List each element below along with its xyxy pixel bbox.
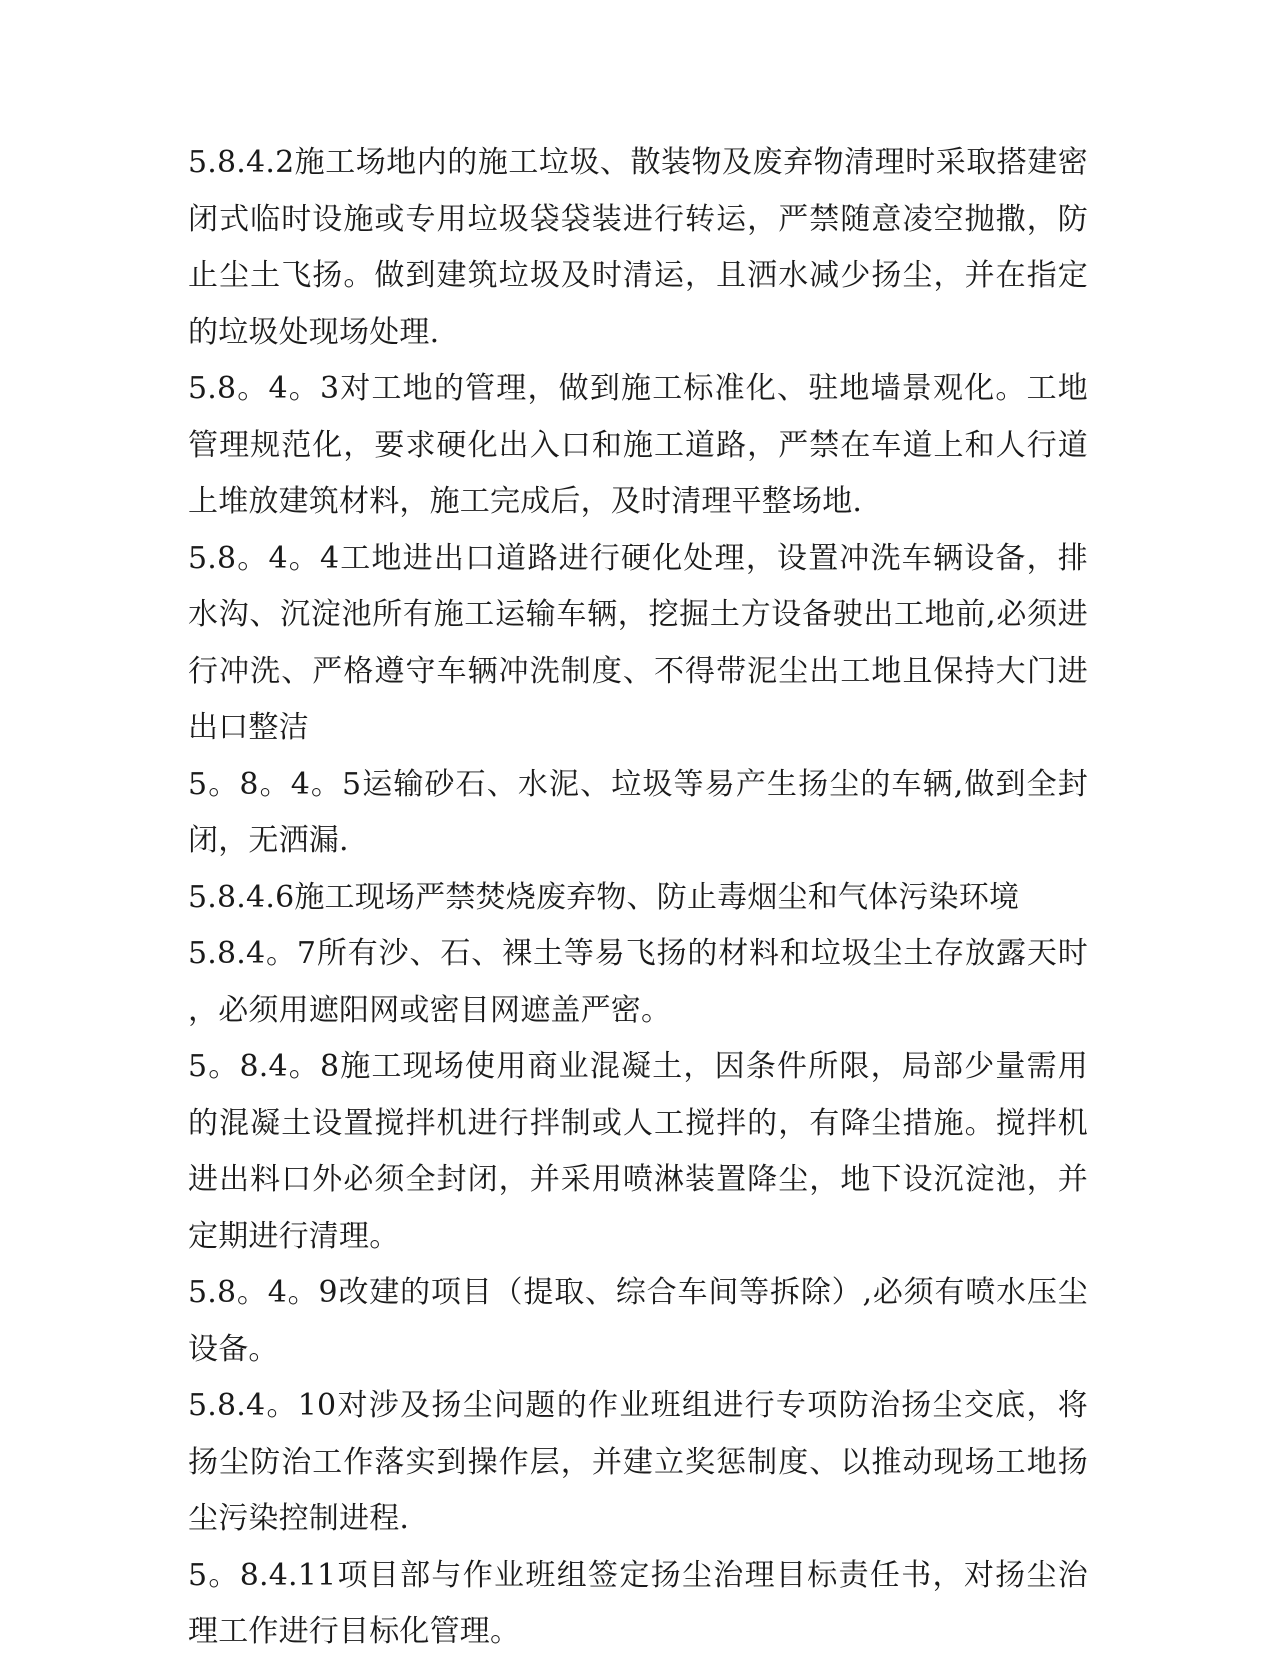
paragraph-5-8-4-9: 5.8。4。9改建的项目（提取、综合车间等拆除）,必须有喷水压尘设备。 [188,1275,1088,1367]
document-body [188,135,1088,1661]
paragraph-5-8-4-11: 5。8.4.11项目部与作业班组签定扬尘治理目标责任书，对扬尘治理工作进行目标化管理。 [188,1557,1088,1649]
paragraph-5-8-4-4: 5.8。4。4工地进出口道路进行硬化处理，设置冲洗车辆设备，排水沟、沉淀池所有施工运输车辆，挖掘土方设备驶出工地前,必须进行冲洗、严格遵守车辆冲洗制度、不得带泥尘出工地且保持大门进出口整洁 [188,540,1088,745]
paragraph-5-8-4-2: 5.8.4.2施工场地内的施工垃圾、散装物及废弃物清理时采取搭建密闭式临时设施或专用垃圾袋袋装进行转运，严禁随意凌空抛撒，防止尘土飞扬。做到建筑垃圾及时清运，且洒水减少扬尘，并在指定的垃圾处现场处理. [188,145,1088,350]
paragraph-5-8-4-6: 5.8.4.6施工现场严禁焚烧废弃物、防止毒烟尘和气体污染环境 [188,879,1020,915]
paragraph-5-8-4-3: 5.8。4。3对工地的管理，做到施工标准化、驻地墙景观化。工地管理规范化，要求硬化出入口和施工道路，严禁在车道上和人行道上堆放建筑材料，施工完成后，及时清理平整场地. [188,371,1088,519]
paragraph-5-8-4-5: 5。8。4。5运输砂石、水泥、垃圾等易产生扬尘的车辆,做到全封闭，无洒漏. [188,766,1088,858]
paragraph-5-8-4-8: 5。8.4。8施工现场使用商业混凝土，因条件所限，局部少量需用的混凝土设置搅拌机进行拌制或人工搅拌的，有降尘措施。搅拌机进出料口外必须全封闭，并采用喷淋装置降尘，地下设沉淀池，并定期进行清理。 [188,1049,1088,1254]
paragraph-5-8-4-7: 5.8.4。7所有沙、石、裸土等易飞扬的材料和垃圾尘土存放露天时，必须用遮阳网或密目网遮盖严密。 [188,936,1088,1028]
paragraph-5-8-4-10: 5.8.4。10对涉及扬尘问题的作业班组进行专项防治扬尘交底，将扬尘防治工作落实到操作层，并建立奖惩制度、以推动现场工地扬尘污染控制进程. [188,1388,1088,1536]
